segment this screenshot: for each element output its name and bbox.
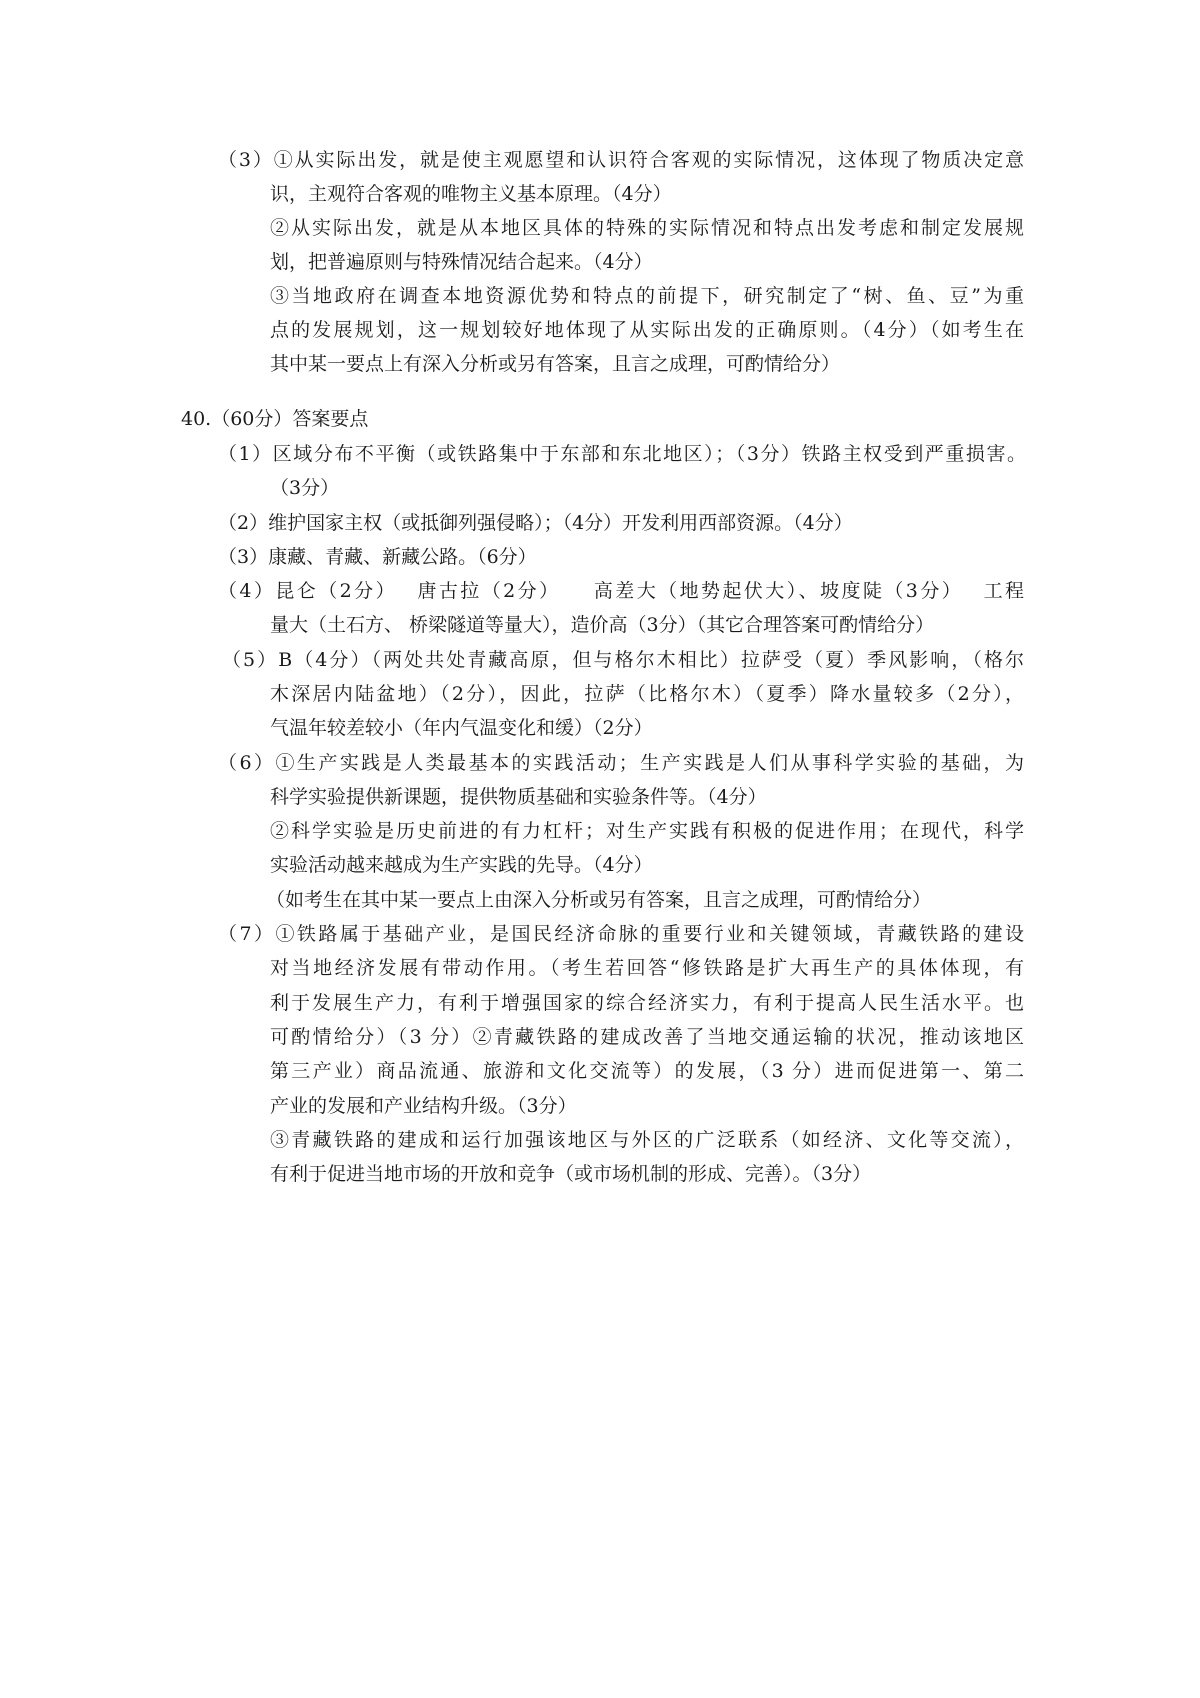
q40-line-8: 木深居内陆盆地）（2分），因此，拉萨（比格尔木）（夏季）降水量较多（2分）， (270, 683, 1024, 705)
q40-line-17: 利于发展生产力，有利于增强国家的综合经济实力，有利于提高人民生活水平。也 (270, 992, 1024, 1014)
q40-line-5: （4）昆仑（2分） 唐古拉（2分） 高差大（地势起伏大）、坡度陡（3分） 工程 (218, 580, 1024, 602)
q39-3-line-4: 划，把普遍原则与特殊情况结合起来。（4分） (270, 251, 653, 273)
q40-line-18: 可酌情给分）（3 分）②青藏铁路的建成改善了当地交通运输的状况，推动该地区 (270, 1026, 1024, 1048)
q40-line-19: 第三产业）商品流通、旅游和文化交流等）的发展，（3 分）进而促进第一、第二 (270, 1060, 1024, 1082)
q40-line-2: （3分） (270, 477, 340, 499)
q40-line-22: 有利于促进当地市场的开放和竞争（或市场机制的形成、完善）。（3分） (270, 1163, 872, 1185)
q40-line-15: （7）①铁路属于基础产业，是国民经济命脉的重要行业和关键领域，青藏铁路的建设 (218, 923, 1024, 945)
q39-3-line-5: ③当地政府在调查本地资源优势和特点的前提下，研究制定了“树、鱼、豆”为重 (270, 285, 1024, 307)
q40-line-4: （3）康藏、青藏、新藏公路。（6分） (218, 546, 537, 568)
q40-line-10: （6）①生产实践是人类最基本的实践活动；生产实践是人们从事科学实验的基础，为 (218, 752, 1024, 774)
q40-line-7: （5）B（4分）（两处共处青藏高原，但与格尔木相比）拉萨受（夏）季风影响，（格尔 (222, 649, 1024, 671)
q40-line-14: （如考生在其中某一要点上由深入分析或另有答案，且言之成理，可酌情给分） (266, 889, 932, 911)
q40-line-3: （2）维护国家主权（或抵御列强侵略）；（4分）开发利用西部资源。（4分） (218, 512, 853, 534)
q40-line-13: 实验活动越来越成为生产实践的先导。（4分） (270, 854, 653, 876)
q39-3-line-6: 点的发展规划，这一规划较好地体现了从实际出发的正确原则。（4分）（如考生在 (270, 319, 1024, 341)
q39-3-line-1: （3）①从实际出发，就是使主观愿望和认识符合客观的实际情况，这体现了物质决定意 (218, 149, 1024, 171)
q40-line-9: 气温年较差较小（年内气温变化和缓）（2分） (270, 717, 653, 739)
q39-3-line-2: 识，主观符合客观的唯物主义基本原理。（4分） (270, 183, 672, 205)
q40-line-1: （1）区域分布不平衡（或铁路集中于东部和东北地区）；（3分）铁路主权受到严重损害。 (218, 443, 1026, 465)
q40-line-11: 科学实验提供新课题，提供物质基础和实验条件等。（4分） (270, 786, 767, 808)
q40-line-21: ③青藏铁路的建成和运行加强该地区与外区的广泛联系（如经济、文化等交流）， (270, 1129, 1024, 1151)
q40-line-6: 量大（土石方、 桥梁隧道等量大），造价高（3分）（其它合理答案可酌情给分） (270, 614, 935, 636)
q40-line-16: 对当地经济发展有带动作用。（考生若回答“修铁路是扩大再生产的具体体现，有 (270, 957, 1024, 979)
q39-3-line-7: 其中某一要点上有深入分析或另有答案，且言之成理，可酌情给分） (270, 353, 841, 375)
q40-line-20: 产业的发展和产业结构升级。（3分） (270, 1095, 577, 1117)
q39-3-line-3: ②从实际出发，就是从本地区具体的特殊的实际情况和特点出发考虑和制定发展规 (270, 217, 1024, 239)
q40-line-12: ②科学实验是历史前进的有力杠杆；对生产实践有积极的促进作用；在现代，科学 (270, 820, 1024, 842)
q40-heading: 40.（60分）答案要点 (181, 408, 369, 430)
